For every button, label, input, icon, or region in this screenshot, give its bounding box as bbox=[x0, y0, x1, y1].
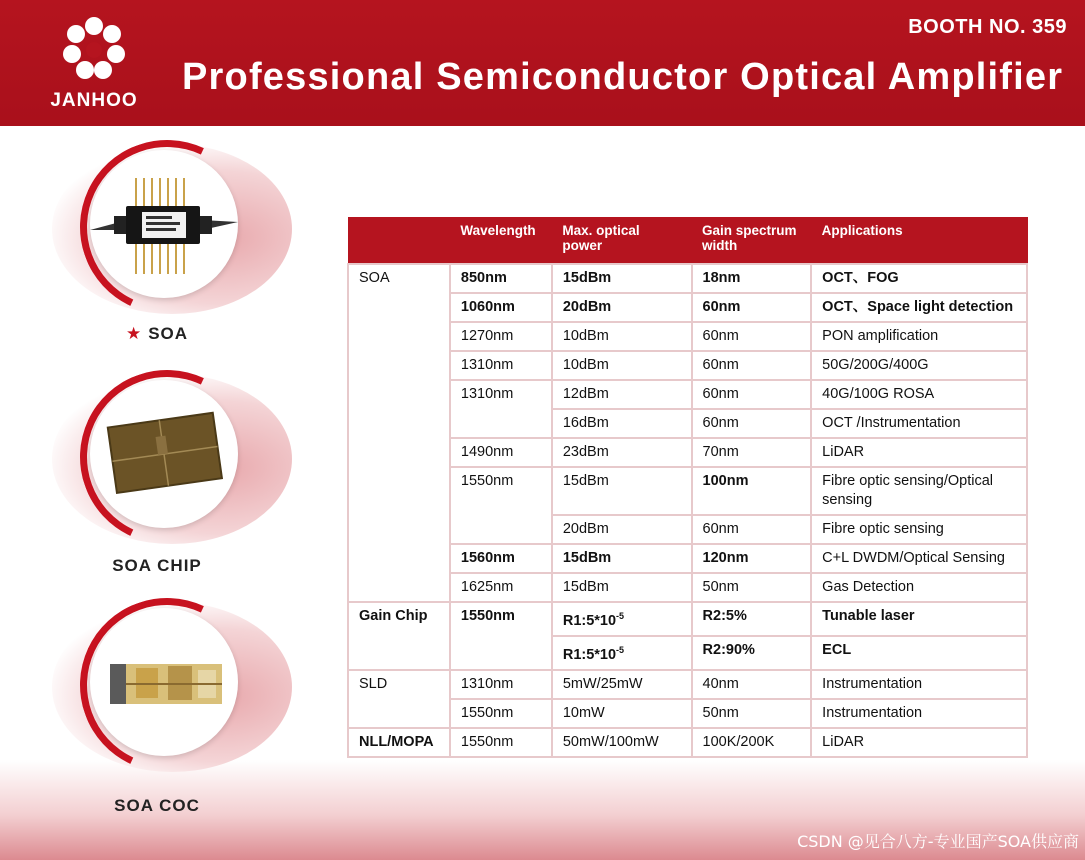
table-row: 1490nm 23dBm 70nm LiDAR bbox=[348, 438, 1027, 467]
soa-chip-image bbox=[90, 380, 238, 528]
table-row: $R1:5*10^{-5}$ R2:90% ECL bbox=[348, 636, 1027, 670]
watermark-text: CSDN @见合八方-专业国产SOA供应商 bbox=[797, 832, 1079, 851]
product-label-soa-chip: SOA CHIP bbox=[112, 556, 202, 575]
table-row: Gain Chip 1550nm $R1:5*10^{-5}$ R2:5% Tunable laser bbox=[348, 602, 1027, 636]
product-label-soa-coc: SOA COC bbox=[114, 796, 200, 815]
header-applications: Applications bbox=[811, 217, 1027, 264]
table-row: 1550nm 10mW 50nm Instrumentation bbox=[348, 699, 1027, 728]
product-soa bbox=[52, 140, 302, 370]
table-row: 1550nm 15dBm 100nm Fibre optic sensing/Optical sensing bbox=[348, 467, 1027, 515]
header-power: Max. optical power bbox=[552, 217, 692, 264]
header-category bbox=[348, 217, 450, 264]
table-header-row bbox=[348, 217, 1027, 264]
product-soa-chip bbox=[52, 370, 302, 600]
header-wavelength: Wavelength bbox=[450, 217, 552, 264]
table-row: SOA 850nm 15dBm 18nm OCT、FOG bbox=[348, 264, 1027, 293]
group-gain-chip: Gain Chip bbox=[348, 602, 450, 670]
janhoo-logo bbox=[44, 12, 144, 116]
group-soa: SOA bbox=[348, 264, 450, 602]
table-row: 1310nm 10dBm 60nm 50G/200G/400G bbox=[348, 351, 1027, 380]
spec-table bbox=[347, 217, 1028, 758]
soa-module-image bbox=[90, 150, 238, 298]
product-label-soa: ★ SOA bbox=[125, 324, 189, 343]
table-row: 1625nm 15dBm 50nm Gas Detection bbox=[348, 573, 1027, 602]
flower-logo-icon bbox=[56, 12, 132, 82]
table-row: 1310nm 12dBm 60nm 40G/100G ROSA bbox=[348, 380, 1027, 409]
product-soa-coc bbox=[52, 598, 302, 828]
group-nll-mopa: NLL/MOPA bbox=[348, 728, 450, 757]
table-row: NLL/MOPA 1550nm 50mW/100mW 100K/200K LiDAR bbox=[348, 728, 1027, 757]
logo-text: JANHOO bbox=[50, 90, 138, 111]
table-row: 1060nm 20dBm 60nm OCT、Space light detection bbox=[348, 293, 1027, 322]
table-row: 20dBm 60nm Fibre optic sensing bbox=[348, 515, 1027, 544]
table-row: SLD 1310nm 5mW/25mW 40nm Instrumentation bbox=[348, 670, 1027, 699]
header-gain: Gain spectrum width bbox=[692, 217, 812, 264]
table-row: 16dBm 60nm OCT /Instrumentation bbox=[348, 409, 1027, 438]
group-sld: SLD bbox=[348, 670, 450, 728]
soa-coc-image bbox=[90, 608, 238, 756]
star-icon: ★ bbox=[125, 324, 143, 343]
table-row: 1270nm 10dBm 60nm PON amplification bbox=[348, 322, 1027, 351]
page-title: Professional Semiconductor Optical Amplifier bbox=[182, 56, 1064, 98]
header-banner bbox=[0, 0, 1085, 126]
table-row: 1560nm 15dBm 120nm C+L DWDM/Optical Sensing bbox=[348, 544, 1027, 573]
booth-number: BOOTH NO. 359 bbox=[908, 16, 1067, 38]
